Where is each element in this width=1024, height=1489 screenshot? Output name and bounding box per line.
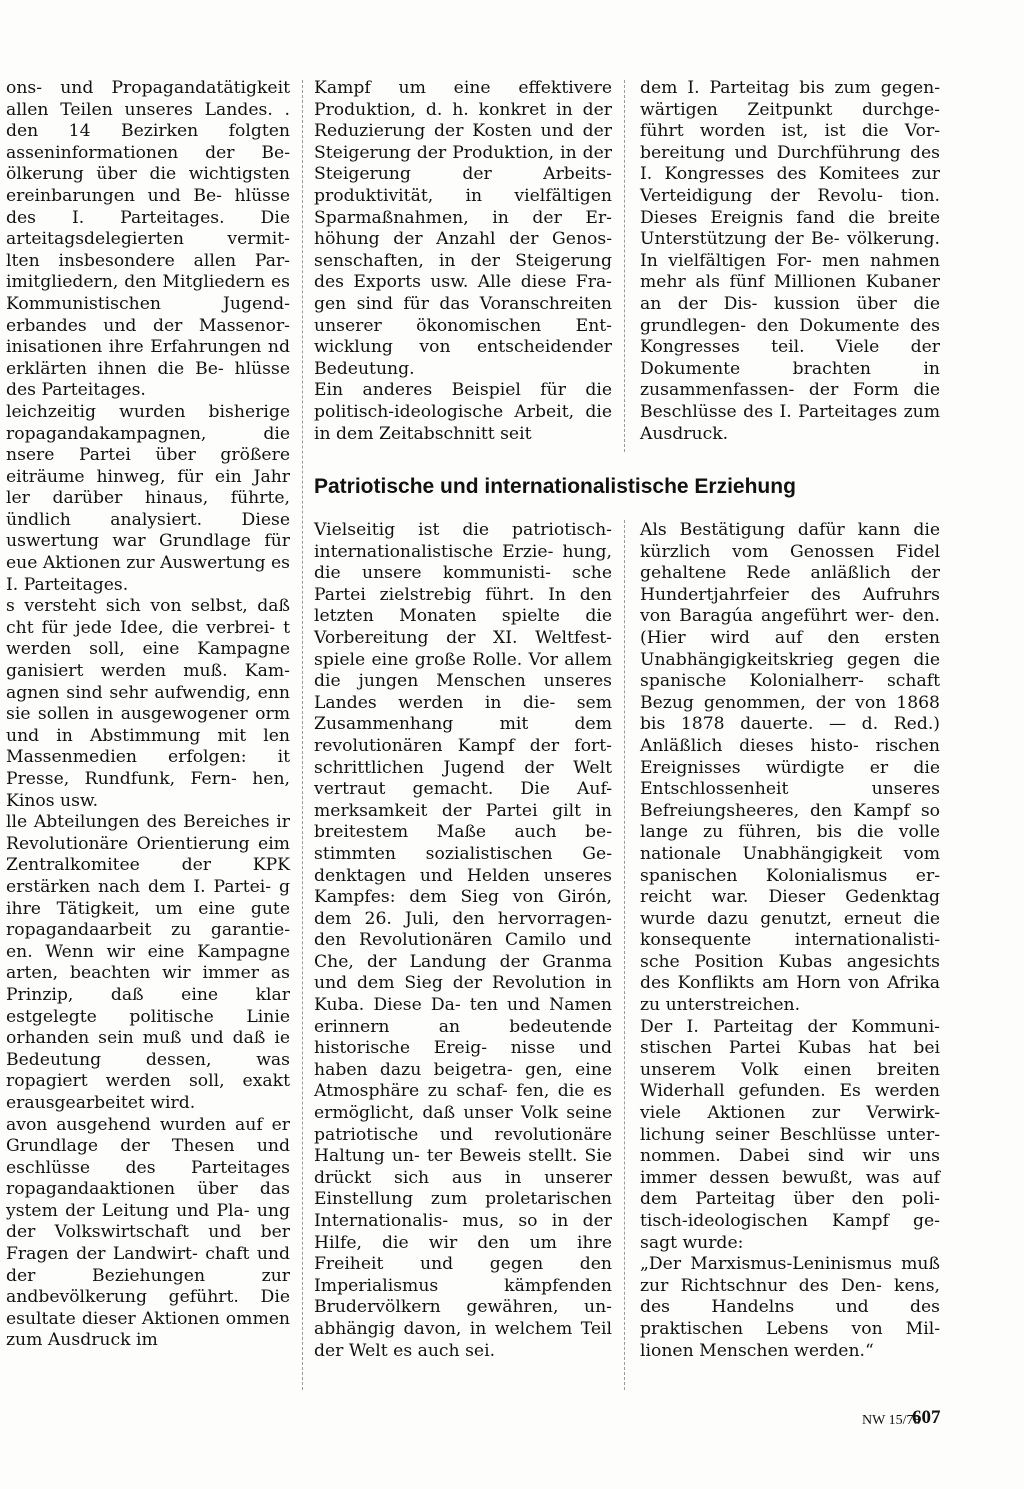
text-column-1 (6, 78, 290, 1352)
text-column-2 (314, 78, 612, 445)
quote-paragraph: „Der Marxismus-Leninismus muß zur Richtschnur des Den- kens, des Handelns und des praktischen Lebens von Mil- lionen Menschen werden.“ (640, 1254, 940, 1361)
paragraph: leichzeitig wurden bisherige ropagandakampagnen, die nsere Partei über größere eiträume hinweg, für ein Jahr ler darüber hinaus, führte, ündlich analysiert. Diese uswertung war Grundlage für eue Aktionen zur Auswertung es I. Parteitages. (6, 401, 290, 595)
text-column-3 (640, 78, 940, 445)
section-heading: Patriotische und internationalistische Erziehung (314, 475, 796, 498)
paragraph: Vielseitig ist die patriotisch- internationalistische Erzie- hung, die unsere kommunisti- sche Partei zielstrebig führt. In den letzten Monaten spielte die Vorbereitung der XI. Weltfest- spiele eine große Rolle. Vor allem die jungen Menschen unseres Landes werden in die- sem Zusammenhang mit dem revolutionären Kampf der fort- schrittlichen Jugend der Welt vertraut gemacht. Die Auf- merksamkeit der Partei gilt in breitestem Maße auch be- stimmten sozialistischen Ge- denktagen und Helden unseres Kampfes: dem Sieg von Girón, dem 26. Juli, den hervorragen- den Revolutionären Camilo und Che, der Landung der Granma und dem Sieg der Revolution in Kuba. Diese Da- ten und Namen erinnern an bedeutende historische Ereig- nisse und haben dazu beigetra- gen, eine Atmosphäre zu schaf- fen, die es ermöglicht, daß unser Volk seine patriotische und revolutionäre Haltung un- ter Beweis stellt. Sie drückt sich aus in unserer Einstellung zum proletarischen Internationalis- mus, so in der Hilfe, die wir den um ihre Freiheit und gegen den Imperialismus kämpfenden Brudervölkern gewähren, un- abhängig davon, in welchem Teil der Welt es auch sei. (314, 520, 612, 1361)
paragraph: avon ausgehend wurden auf er Grundlage der Thesen und eschlüsse des Parteitages ropagandaaktionen über das ystem der Leitung und Pla- ung der Volkswirtschaft und ber Fragen der Landwirt- chaft und der Beziehungen zur andbevölkerung geführt. Die esultate dieser Aktionen ommen zum Ausdruck im (6, 1114, 290, 1351)
column-divider (302, 80, 303, 1390)
column-divider (624, 80, 625, 452)
paragraph: dem I. Parteitag bis zum gegen- wärtigen Zeitpunkt durchge- führt worden ist, ist die Vor- bereitung und Durchführung des I. Kongresses des Komitees zur Verteidigung der Revolu- tion. Dieses Ereignis fand die breite Unterstützung der Be- völkerung. In vielfältigen For- men nahmen mehr als fünf Millionen Kubaner an der Dis- kussion über die grundlegen- den Dokumente des Kongresses teil. Viele der Dokumente brachten in zusammenfassen- der Form die Beschlüsse des I. Parteitages zum Ausdruck. (640, 78, 940, 444)
column-divider (624, 520, 625, 1390)
paragraph: s versteht sich von selbst, daß cht für jede Idee, die verbrei- t werden soll, eine Kampagne ganisiert werden muß. Kam- agnen sind sehr aufwendig, enn sie sollen in ausgewogener orm und in Abstimmung mit len Massenmedien erfolgen: it Presse, Rundfunk, Fern- hen, Kinos usw. (6, 596, 290, 811)
paragraph: Kampf um eine effektivere Produktion, d. h. konkret in der Reduzierung der Kosten und der Steigerung der Produktion, in der Steigerung der Arbeits- produktivität, in vielfältigen Sparmaßnahmen, in der Er- höhung der Anzahl der Genos- senschaften, in der Steigerung des Exports usw. Alle diese Fra- gen sind für das Voranschreiten unserer ökonomischen Ent- wicklung von entscheidender Bedeutung. (314, 78, 612, 379)
page-number: 607 (912, 1407, 941, 1428)
paragraph: Ein anderes Beispiel für die politisch-ideologische Arbeit, die in dem Zeitabschnitt seit (314, 380, 612, 444)
issue-code: NW 15/78 (862, 1413, 921, 1428)
paragraph: Als Bestätigung dafür kann die kürzlich vom Genossen Fidel gehaltene Rede anläßlich der Hundertjahrfeier des Aufruhrs von Baragúa angeführt wer- den. (Hier wird auf den ersten Unabhängigkeitskrieg gegen die spanische Kolonialherr- schaft Bezug genommen, der von 1868 bis 1878 dauerte. — d. Red.) Anläßlich dieses histo- rischen Ereignisses würdigte er die Entschlossenheit unseres Befreiungsheeres, den Kampf so lange zu führen, bis die volle nationale Unabhängigkeit vom spanischen Kolonialismus er- reicht war. Dieser Gedenktag wurde dazu genutzt, erneut die konsequente internationalisti- sche Position Kubas angesichts des Konflikts am Horn von Afrika zu unterstreichen. (640, 520, 940, 1016)
paragraph: Der I. Parteitag der Kommuni- stischen Partei Kubas hat bei unserem Volk einen breiten Widerhall gefunden. Es werden viele Aktionen zur Verwirk- lichung seiner Beschlüsse unter- nommen. Dabei sind wir uns immer dessen bewußt, was auf dem Parteitag über den poli- tisch-ideologischen Kampf ge- sagt wurde: (640, 1016, 940, 1253)
text-column-4 (314, 520, 612, 1362)
paragraph: lle Abteilungen des Bereiches ir Revolutionäre Orientierung eim Zentralkomitee der KPK erstärken nach dem I. Partei- g ihre Tätigkeit, um eine gute ropagandaarbeit zu garantie- en. Wenn wir eine Kampagne arten, beachten wir immer as Prinzip, daß eine klar estgelegte politische Linie orhanden sein muß und daß ie Bedeutung dessen, was ropagiert werden soll, exakt erausgearbeitet wird. (6, 812, 290, 1113)
text-column-5 (640, 520, 940, 1362)
paragraph: ons- und Propagandatätigkeit allen Teilen unseres Landes. . den 14 Bezirken folgten asseninformationen der Be- ölkerung über die wichtigsten ereinbarungen und Be- hlüsse des I. Parteitages. Die arteitagsdelegierten vermit- lten insbesondere allen Par- imitgliedern, den Mitgliedern es Kommunistischen Jugend- erbandes und der Massenor- inisationen ihre Erfahrungen nd erklärten ihnen die Be- hlüsse des Parteitages. (6, 78, 290, 401)
